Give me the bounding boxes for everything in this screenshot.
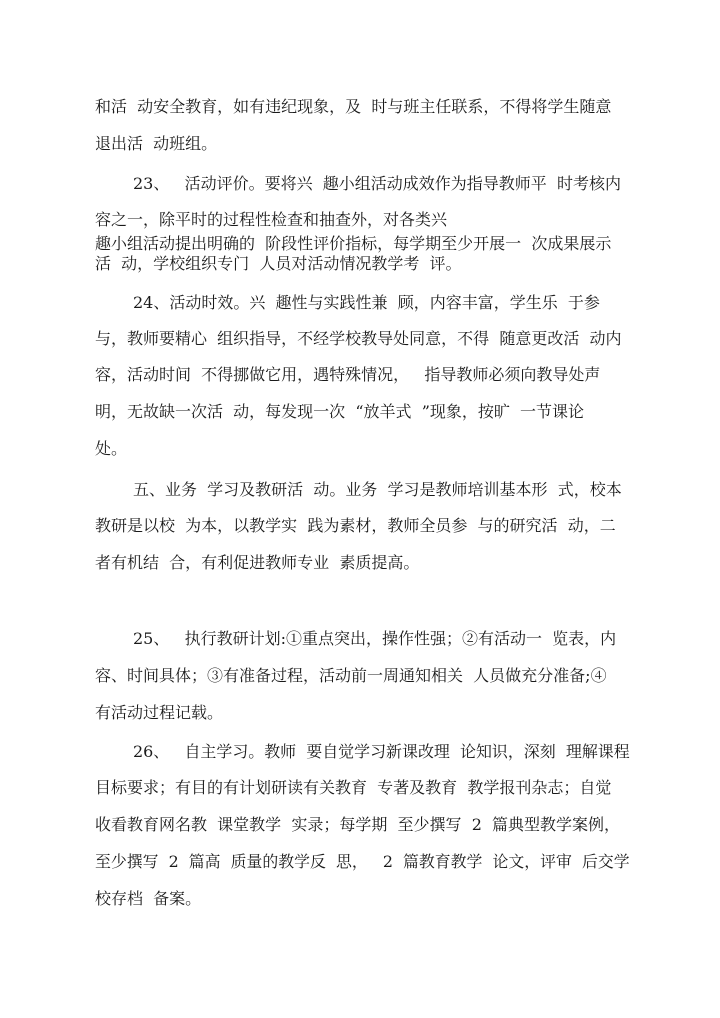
text-line-21: 至少撰写 2 篇高 质量的教学反 思， 2 篇教育教学 论文，评审 后交学	[95, 852, 630, 871]
text-line-4: 容之一，除平时的过程性检查和抽查外，对各类兴	[95, 210, 448, 229]
text-line-9: 容，活动时间 不得挪做它用，遇特殊情况， 指导教师必须向教导处声	[95, 365, 601, 384]
text-line-12: 五、业务 学习及教研活 动。业务 学习是教师培训基本形 式，校本	[133, 480, 622, 499]
text-line-17: 有活动过程记载。	[95, 703, 224, 722]
text-line-7: 24、活动时效。兴 趣性与实践性兼 顾，内容丰富，学生乐 于参	[133, 293, 600, 312]
text-line-18: 26、 自主学习。教师 要自觉学习新课改理 论知识，深刻 理解课程	[133, 742, 630, 761]
text-line-5: 趣小组活动提出明确的 阶段性评价指标，每学期至少开展一 次成果展示	[95, 234, 612, 253]
text-line-8: 与，教师要精心 组织指导，不经学校教导处同意，不得 随意更改活 动内	[95, 329, 622, 348]
text-line-1: 和活 动安全教育，如有违纪现象，及 时与班主任联系，不得将学生随意	[95, 97, 612, 116]
text-line-13: 教研是以校 为本，以教学实 践为素材，教师全员参 与的研究活 动，二	[95, 516, 616, 535]
text-line-3: 23、 活动评价。要将兴 趣小组活动成效作为指导教师平 时考核内	[133, 174, 621, 193]
text-line-2: 退出活 动班组。	[95, 134, 218, 153]
text-line-6: 活 动，学校组织专门 人员对活动情况教学考 评。	[95, 254, 462, 273]
text-line-11: 处。	[95, 439, 128, 458]
text-line-10: 明，无故缺一次活 动，每发现一次 “放羊式 ”现象，按旷 一节课论	[95, 402, 585, 421]
text-line-19: 目标要求；有目的有计划研读有关教育 专著及教育 教学报刊杂志；自觉	[95, 778, 612, 797]
text-line-16: 容、时间具体；③有准备过程，活动前一周通知相关 人员做充分准备;④	[95, 666, 607, 685]
text-line-14: 者有机结 合，有利促进教师专业 素质提高。	[95, 553, 420, 572]
text-line-20: 收看教育网名教 课堂教学 实录；每学期 至少撰写 2 篇典型教学案例，	[95, 815, 621, 834]
text-line-15: 25、 执行教研计划:①重点突出，操作性强；②有活动一 览表，内	[133, 629, 617, 648]
text-line-22: 校存档 备案。	[95, 889, 202, 908]
